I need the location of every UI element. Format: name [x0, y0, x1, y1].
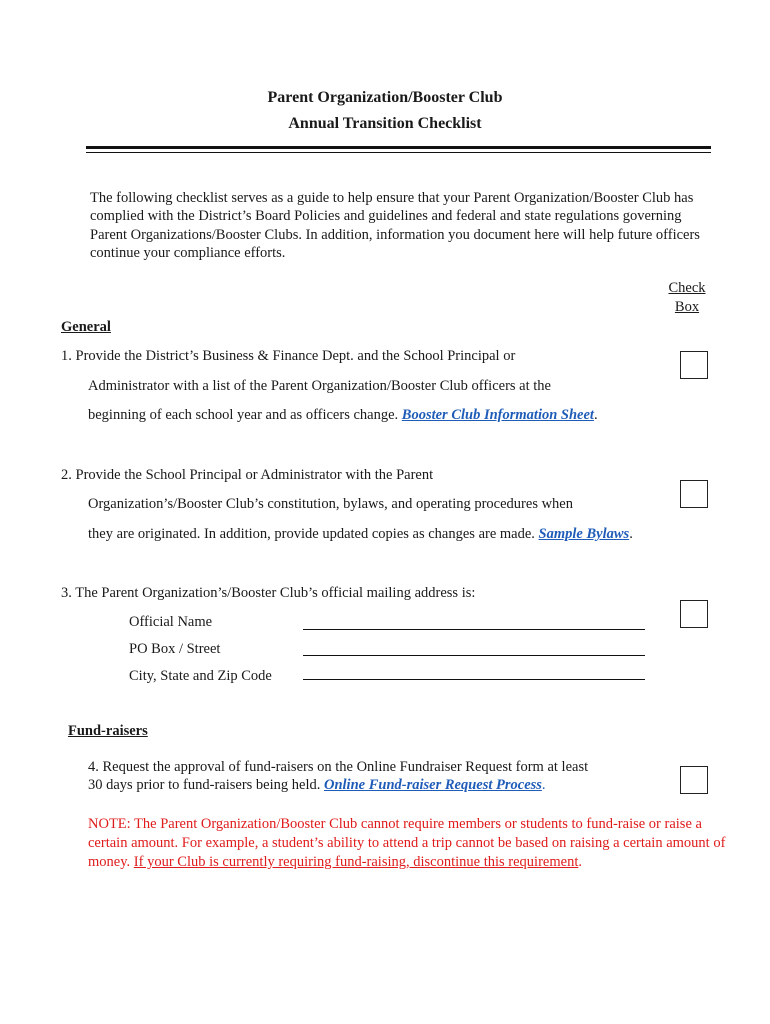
document-subtitle: Annual Transition Checklist: [288, 115, 482, 132]
section-title-general: General: [61, 319, 111, 335]
note-end: .: [578, 854, 582, 870]
city-state-zip-field[interactable]: [303, 679, 645, 680]
item3-line1: 3. The Parent Organization’s/Booster Club’s official mailing address is:: [61, 585, 476, 601]
item4-line2-end: .: [541, 777, 546, 793]
item4-checkbox[interactable]: [680, 766, 708, 794]
po-box-field[interactable]: [303, 655, 645, 656]
item1-checkbox[interactable]: [680, 351, 708, 379]
note-main-text: NOTE: The Parent Organization/Booster Club cannot require members or students to fund-raise or raise a certain amount. For example, a student’s ability to attend a trip cannot be based on raising a certain amount of money.: [88, 816, 726, 870]
section-title-fundraisers: Fund-raisers: [68, 723, 148, 739]
header-rule-thin: [86, 152, 711, 153]
item2-checkbox[interactable]: [680, 480, 708, 508]
item2-line3: [88, 526, 633, 543]
document-title: Parent Organization/Booster Club: [267, 89, 503, 106]
header-rule-thick: [86, 146, 711, 149]
item4-line2-text: 30 days prior to fund-raisers being held.: [88, 777, 324, 793]
item2-line2: Organization’s/Booster Club’s constitution, bylaws, and operating procedures when: [88, 496, 573, 512]
item1-line1: 1. Provide the District’s Business & Finance Dept. and the School Principal or: [61, 348, 516, 364]
official-name-label: Official Name: [129, 614, 213, 630]
item1-line2: Administrator with a list of the Parent Organization/Booster Club officers at the: [88, 378, 551, 394]
item1-line3: [88, 407, 598, 424]
booster-club-information-sheet-link[interactable]: Booster Club Information Sheet: [401, 407, 594, 423]
po-box-label: PO Box / Street: [129, 641, 221, 657]
check-header-line1: Check: [668, 280, 706, 296]
note-underlined-text: If your Club is currently requiring fund-raising, discontinue this requirement: [133, 854, 579, 870]
item1-line3-end: .: [593, 407, 598, 423]
official-name-field[interactable]: [303, 629, 645, 630]
item1-line3-text: beginning of each school year and as officers change.: [88, 407, 402, 423]
sample-bylaws-link[interactable]: Sample Bylaws: [538, 526, 630, 542]
city-state-zip-label: City, State and Zip Code: [129, 668, 272, 684]
item4-line1: 4. Request the approval of fund-raisers on the Online Fundraiser Request form at least: [88, 759, 589, 775]
check-box-header: [662, 279, 712, 317]
item2-line1: 2. Provide the School Principal or Administrator with the Parent: [61, 467, 434, 483]
check-header-line2: Box: [674, 299, 700, 315]
online-fundraiser-request-process-link[interactable]: Online Fund-raiser Request Process: [323, 777, 542, 793]
intro-paragraph: The following checklist serves as a guide to help ensure that your Parent Organization/Booster Club has complied with the District’s Board Policies and guidelines and federal and state regulations governing Parent Organizations/Booster Clubs. In addition, information you document here will help future officers continue your compliance efforts.: [90, 190, 700, 261]
item4-line2: [88, 777, 546, 794]
item2-line3-text: they are originated. In addition, provide updated copies as changes are made.: [88, 526, 539, 542]
item2-line3-end: .: [629, 526, 633, 542]
fundraising-note: [88, 815, 728, 872]
item3-checkbox[interactable]: [680, 600, 708, 628]
